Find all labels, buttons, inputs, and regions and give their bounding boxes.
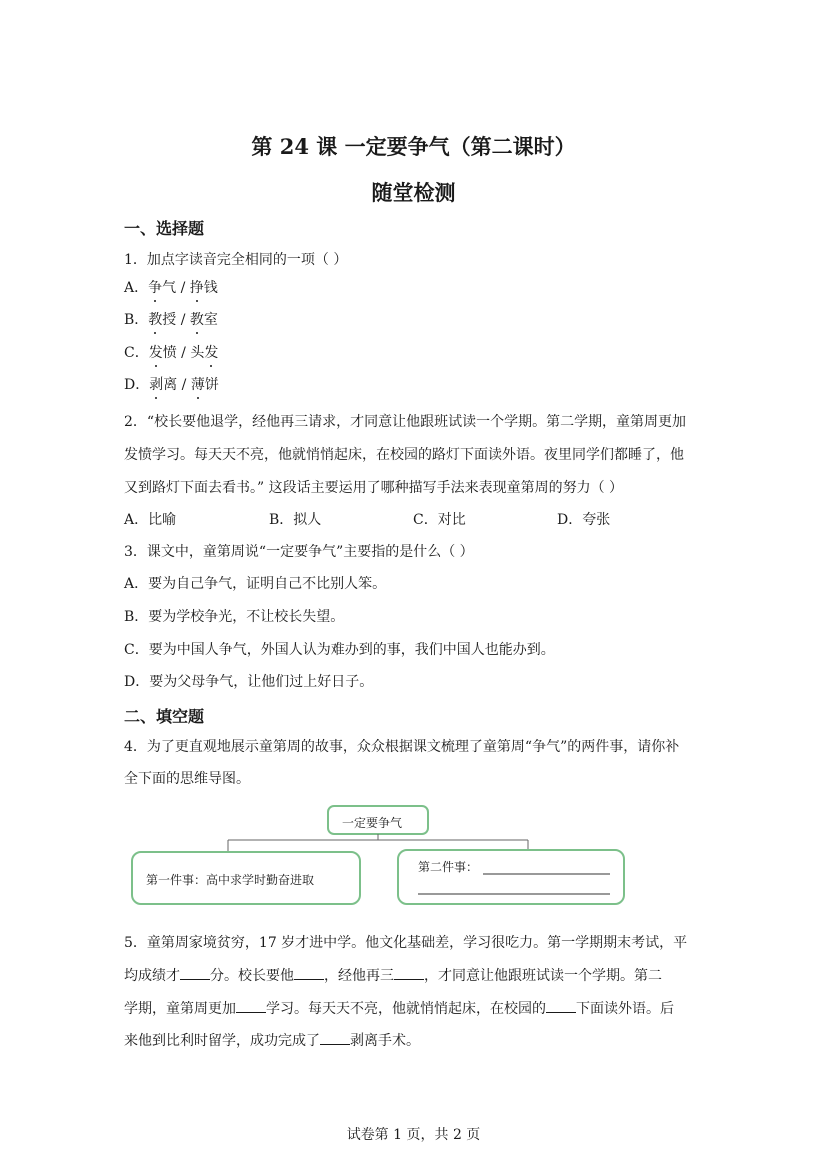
question-2-option-b: B．拟人 [269,512,322,528]
question-4-line-1: 4．为了更直观地展示童第周的故事，众众根据课文梳理了童第周“争气”的两件事，请你补 [124,739,680,755]
page-subtitle: 随堂检测 [371,180,456,205]
question-2-line-2: 发愤学习。每天天不亮，他就悄悄起床，在校园的路灯下面读外语。夜里同学们都睡了，他 [124,447,684,463]
question-2-line-3: 又到路灯下面去看书。” 这段话主要运用了哪种描写手法来表现童第周的努力（ ） [124,480,624,496]
blank-3[interactable] [394,967,424,980]
question-5-line-2: 均成绩才 分。校长要他 ，经他再三 ，才同意让他跟班试读一个学期。第二 [124,968,662,984]
blank-4[interactable] [236,1000,266,1013]
question-3-stem: 3．课文中，童第周说“一定要争气”主要指的是什么（ ） [124,544,474,560]
question-5-line-4: 来他到比利时留学，成功完成了 剥离手术。 [124,1033,420,1049]
question-3-option-c: C．要为中国人争气，外国人认为难办到的事，我们中国人也能办到。 [124,642,555,658]
question-5-line-1: 5．童第周家境贫穷，17 岁才进中学。他文化基础差，学习很吃力。第一学期期末考试，平 [124,935,688,951]
question-4-line-2: 全下面的思维导图。 [124,771,250,787]
blank-5[interactable] [546,1000,576,1013]
question-1-option-a: A．争气 / 挣钱 [124,277,218,297]
question-2-option-c: C．对比 [413,512,466,528]
question-1-option-d: D．剥离 / 薄饼 [124,374,219,394]
question-2-option-d: D．夸张 [557,512,611,528]
blank-1[interactable] [180,967,210,980]
question-5-line-3: 学期，童第周更加 学习。每天天不亮，他就悄悄起床，在校园的 下面读外语。后 [124,1001,674,1017]
page-footer: 试卷第 1 页，共 2 页 [346,1127,481,1143]
question-3-option-b: B．要为学校争光，不让校长失望。 [124,609,345,625]
mind-map-right-label: 第二件事： [418,860,479,874]
question-3-option-a: A．要为自己争气，证明自己不比别人笨。 [124,576,387,592]
mind-map-center-label: 一定要争气 [342,816,403,830]
question-1-stem: 1．加点字读音完全相同的一项（ ） [124,252,348,268]
page-title: 第 24 课 一定要争气（第二课时） [251,134,576,159]
question-1-option-c: C．发愤 / 头发 [124,342,218,362]
blank-2[interactable] [294,967,324,980]
mind-map-left-label: 第一件事：高中求学时勤奋进取 [146,873,315,887]
question-2-option-a: A．比喻 [124,512,177,528]
question-1-option-b: B．教授 / 教室 [124,309,218,329]
question-3-option-d: D．要为父母争气，让他们过上好日子。 [124,674,374,690]
question-2-line-1: 2．“校长要他退学，经他再三请求，才同意让他跟班试读一个学期。第二学期，童第周更加 [124,414,687,430]
section-heading-choice: 一、选择题 [124,219,205,238]
blank-6[interactable] [320,1032,350,1045]
section-heading-fill: 二、填空题 [124,707,205,726]
